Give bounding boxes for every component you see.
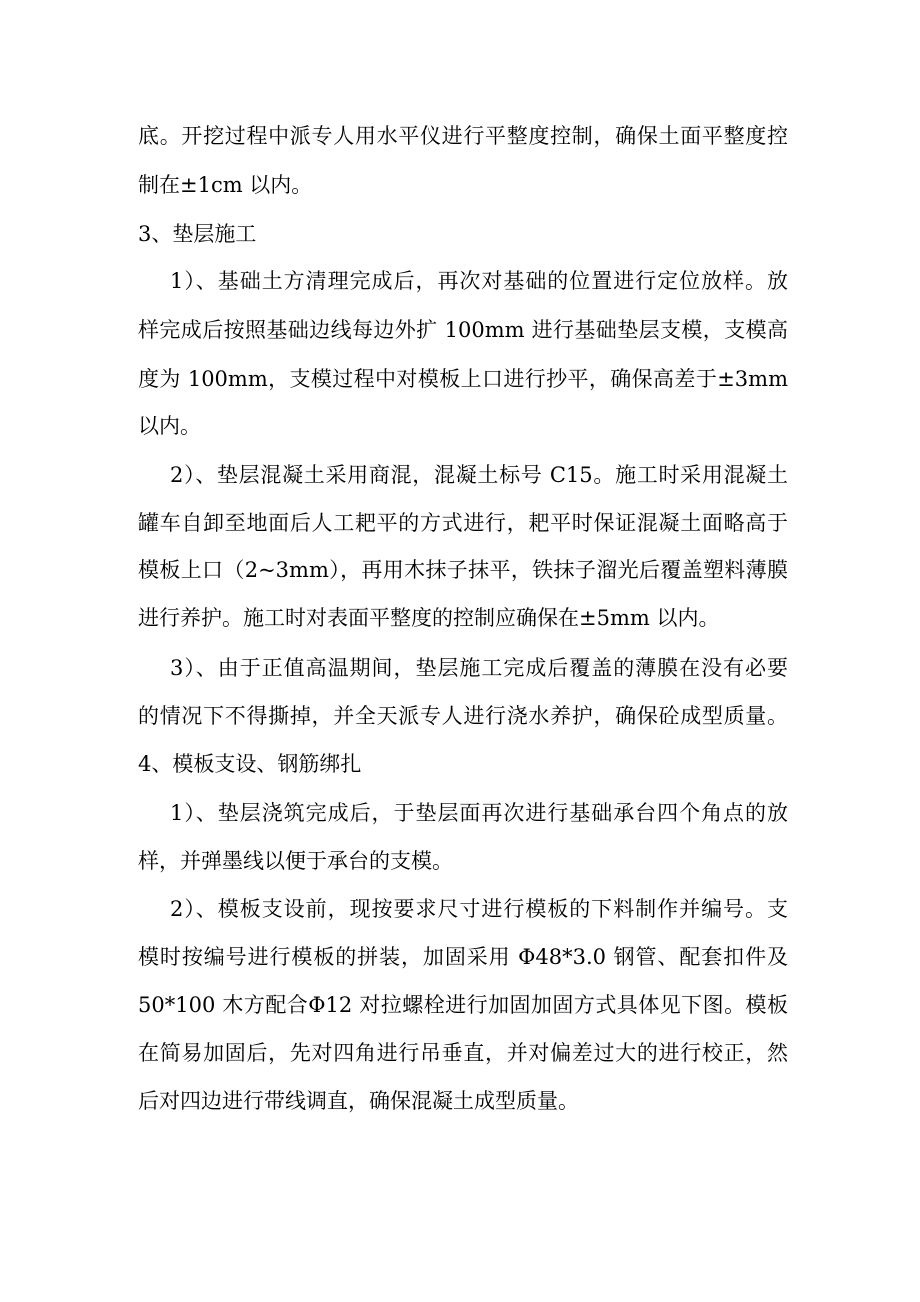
text-line-19: 50*100 木方配合Φ12 对拉螺栓进行加固加固方式具体见下图。模板 [138,993,788,1017]
text-line-4: 1）、基础土方清理完成后，再次对基础的位置进行定位放样。放 [170,269,788,293]
text-line-8: 2）、垫层混凝土采用商混，混凝土标号 C15。施工时采用混凝土 [170,463,788,487]
text-line-1: 底。开挖过程中派专人用水平仪进行平整度控制，确保土面平整度控 [138,124,788,148]
text-line-17: 2）、模板支设前，现按要求尺寸进行模板的下料制作并编号。支 [170,897,788,921]
text-line-15: 1）、垫层浇筑完成后，于垫层面再次进行基础承台四个角点的放 [170,801,788,825]
text-line-13: 的情况下不得撕掉，并全天派专人进行浇水养护，确保砼成型质量。 [138,704,788,728]
text-line-21: 后对四边进行带线调直，确保混凝土成型质量。 [138,1089,579,1113]
text-line-11: 进行养护。施工时对表面平整度的控制应确保在±5mm 以内。 [138,606,720,630]
text-line-16: 样，并弹墨线以便于承台的支模。 [138,849,453,873]
text-line-9: 罐车自卸至地面后人工耙平的方式进行，耙平时保证混凝土面略高于 [138,511,788,535]
text-line-20: 在简易加固后，先对四角进行吊垂直，并对偏差过大的进行校正，然 [138,1041,788,1065]
text-line-2: 制在±1cm 以内。 [138,173,313,197]
text-line-12: 3）、由于正值高温期间，垫层施工完成后覆盖的薄膜在没有必要 [170,656,788,680]
heading-4-formwork-rebar: 4、模板支设、钢筋绑扎 [138,752,362,776]
text-line-18: 模时按编号进行模板的拼装，加固采用 Φ48*3.0 钢管、配套扣件及 [138,945,788,969]
heading-3-cushion-construction: 3、垫层施工 [138,222,257,246]
text-line-7: 以内。 [138,414,201,438]
text-line-6: 度为 100mm，支模过程中对模板上口进行抄平，确保高差于±3mm [138,367,788,391]
text-line-10: 模板上口（2~3mm），再用木抹子抹平，铁抹子溜光后覆盖塑料薄膜 [138,558,788,582]
text-line-5: 样完成后按照基础边线每边外扩 100mm 进行基础垫层支模，支模高 [138,318,788,342]
